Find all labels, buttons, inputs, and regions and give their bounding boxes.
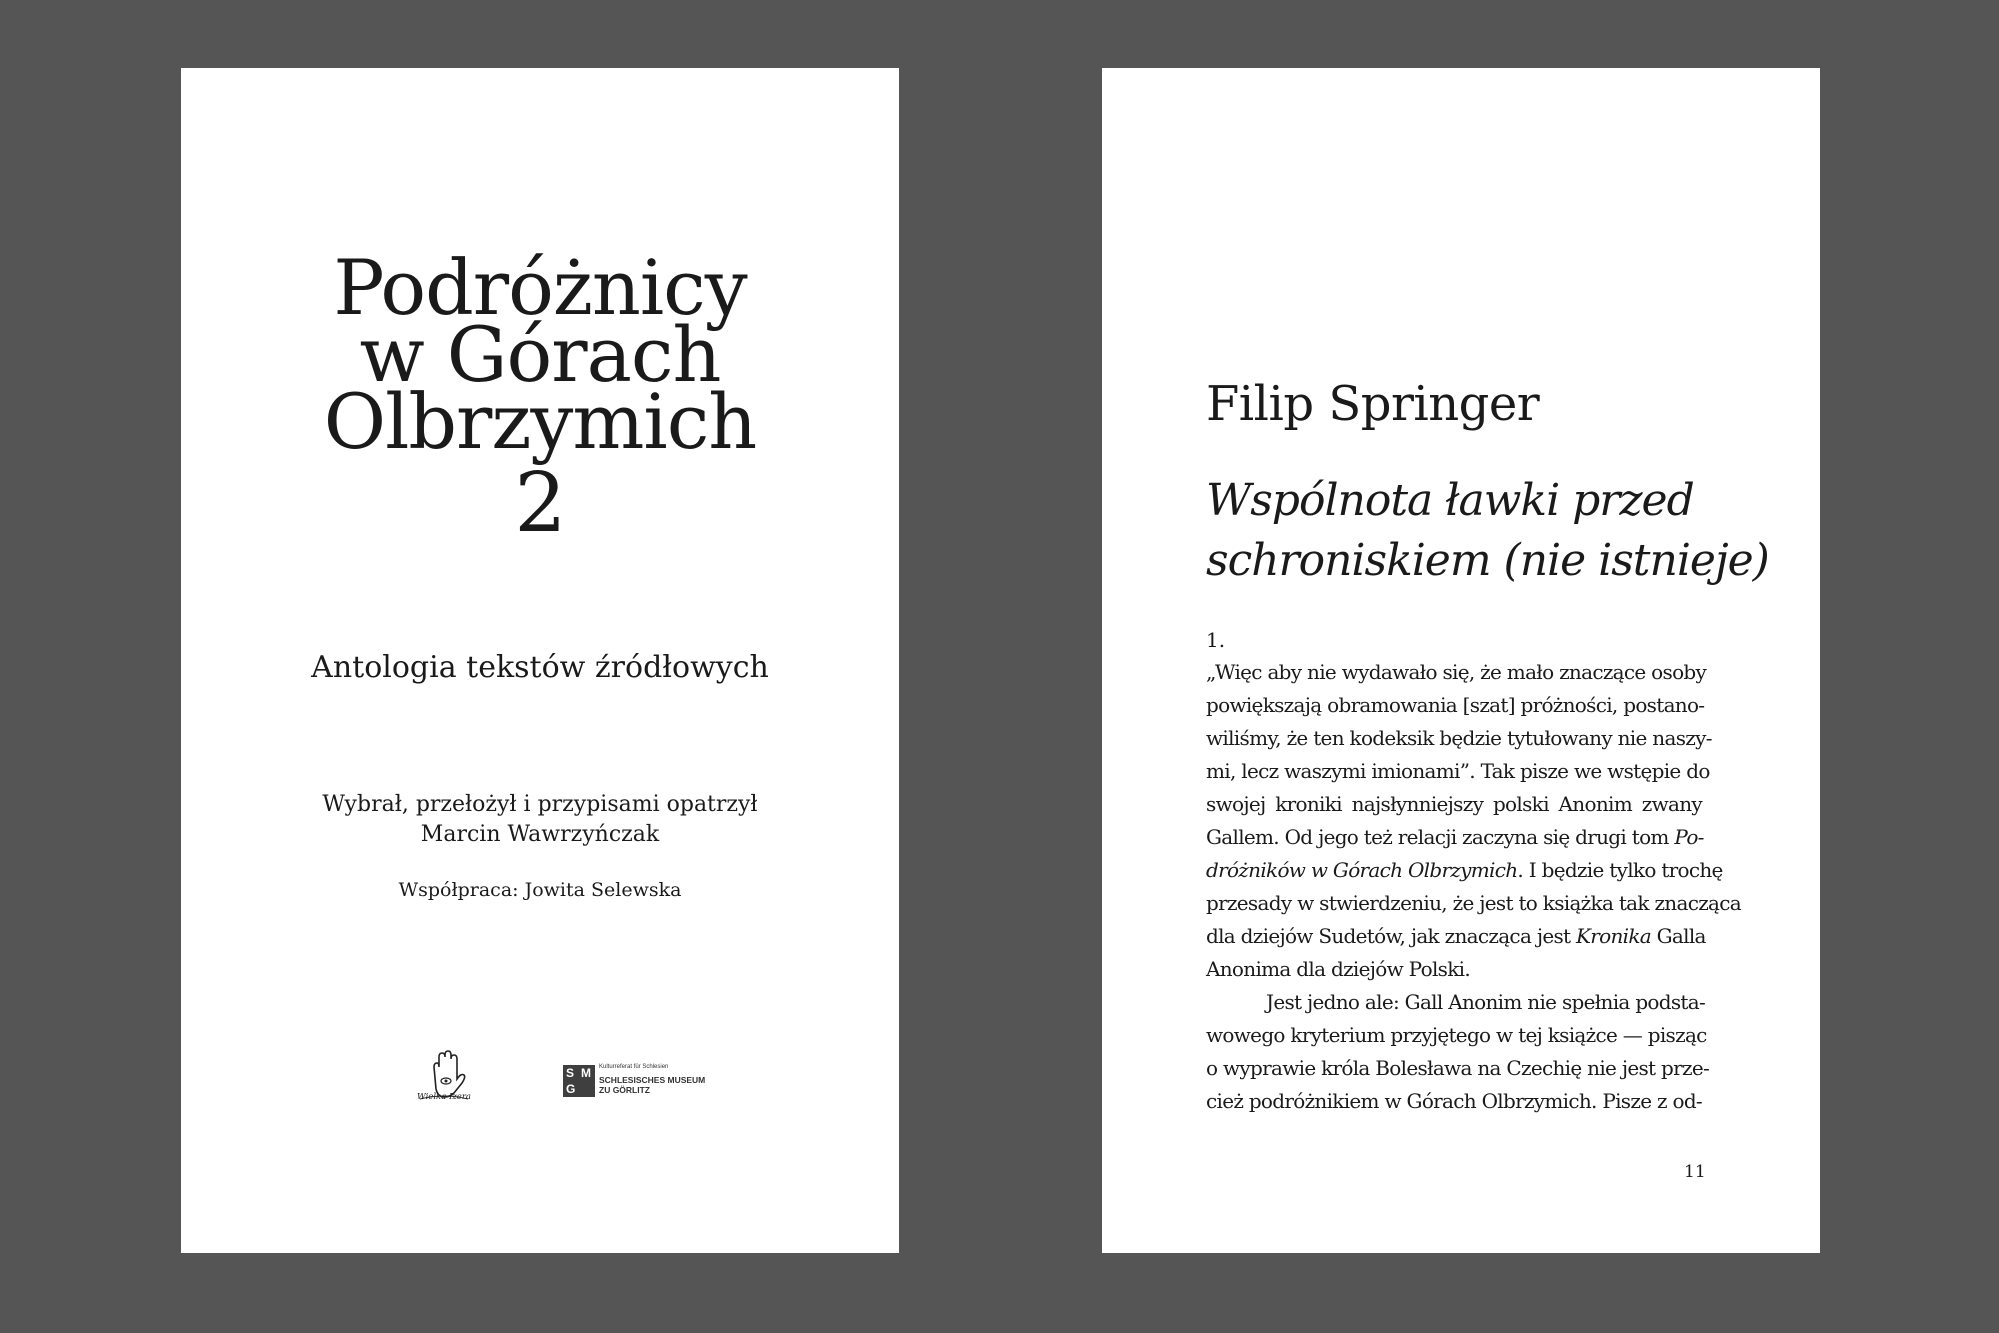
book-subtitle: Antologia tekstów źródłowych	[311, 650, 769, 685]
credits-line-1: Wybrał, przełożył i przypisami opatrzył	[322, 792, 758, 817]
body-line: wiliśmy, że ten kodeksik będzie tytułowany nie naszy-	[1206, 726, 1712, 750]
book-title	[181, 243, 899, 553]
smg-name: SCHLESISCHES MUSEUM ZU GÖRLITZ	[599, 1075, 706, 1095]
collaboration-credit: Współpraca: Jowita Selewska	[398, 879, 682, 901]
chapter-author: Filip Springer	[1206, 376, 1540, 432]
title-page	[181, 68, 899, 1253]
title-line-2: w Górach	[359, 310, 721, 399]
editor-credits	[181, 790, 899, 850]
chapter-title-line-2: schroniskiem (nie istnieje)	[1206, 535, 1769, 586]
volume-number: 2	[514, 456, 566, 551]
wielka-izera-wordmark: Wielka Izera	[417, 1092, 471, 1102]
body-line: Jest jedno ale: Gall Anonim nie spełnia podsta-	[1266, 990, 1706, 1014]
body-line: przesady w stwierdzeniu, że jest to książka tak znacząca	[1206, 891, 1741, 915]
title-line-3: Olbrzymich	[323, 377, 757, 466]
body-line: o wyprawie króla Bolesława na Czechię nie jest prze-	[1206, 1056, 1710, 1080]
body-line: dla dziejów Sudetów, jak znacząca jest Kronika Galla	[1206, 924, 1706, 948]
body-line: wowego kryterium przyjętego w tej książce — pisząc	[1206, 1023, 1707, 1047]
schlesisches-museum-logo	[563, 1065, 723, 1105]
chapter-title-line-1: Wspólnota ławki przed	[1206, 475, 1694, 526]
chapter-title	[1206, 471, 1769, 591]
chapter-page	[1102, 68, 1820, 1253]
body-text	[1206, 656, 1741, 1118]
body-line: „Więc aby nie wydawało się, że mało znaczące osoby	[1206, 660, 1707, 684]
body-line: Anonima dla dziejów Polski.	[1206, 957, 1470, 981]
body-line: dróżników w Górach Olbrzymich. I będzie tylko trochę	[1206, 858, 1723, 882]
body-line: powiększają obramowania [szat] próżności, postano-	[1206, 693, 1705, 717]
smg-monogram: S M G	[563, 1065, 595, 1097]
body-line: mi, lecz waszymi imionami”. Tak pisze we wstępie do	[1206, 759, 1710, 783]
page-number: 11	[1684, 1162, 1706, 1182]
body-line: Gallem. Od jego też relacji zaczyna się drugi tom Po-	[1206, 825, 1704, 849]
section-number: 1.	[1206, 628, 1226, 652]
smg-top-text: Kulturreferat für Schlesien	[599, 1064, 669, 1070]
title-line-1: Podróżnicy	[333, 243, 747, 332]
body-line: swojej kroniki najsłynniejszy polski Anonim zwany	[1206, 792, 1702, 816]
body-line: cież podróżnikiem w Górach Olbrzymich. Pisze z od-	[1206, 1089, 1702, 1113]
credits-line-2: Marcin Wawrzyńczak	[420, 822, 660, 847]
wielka-izera-logo	[414, 1049, 474, 1107]
